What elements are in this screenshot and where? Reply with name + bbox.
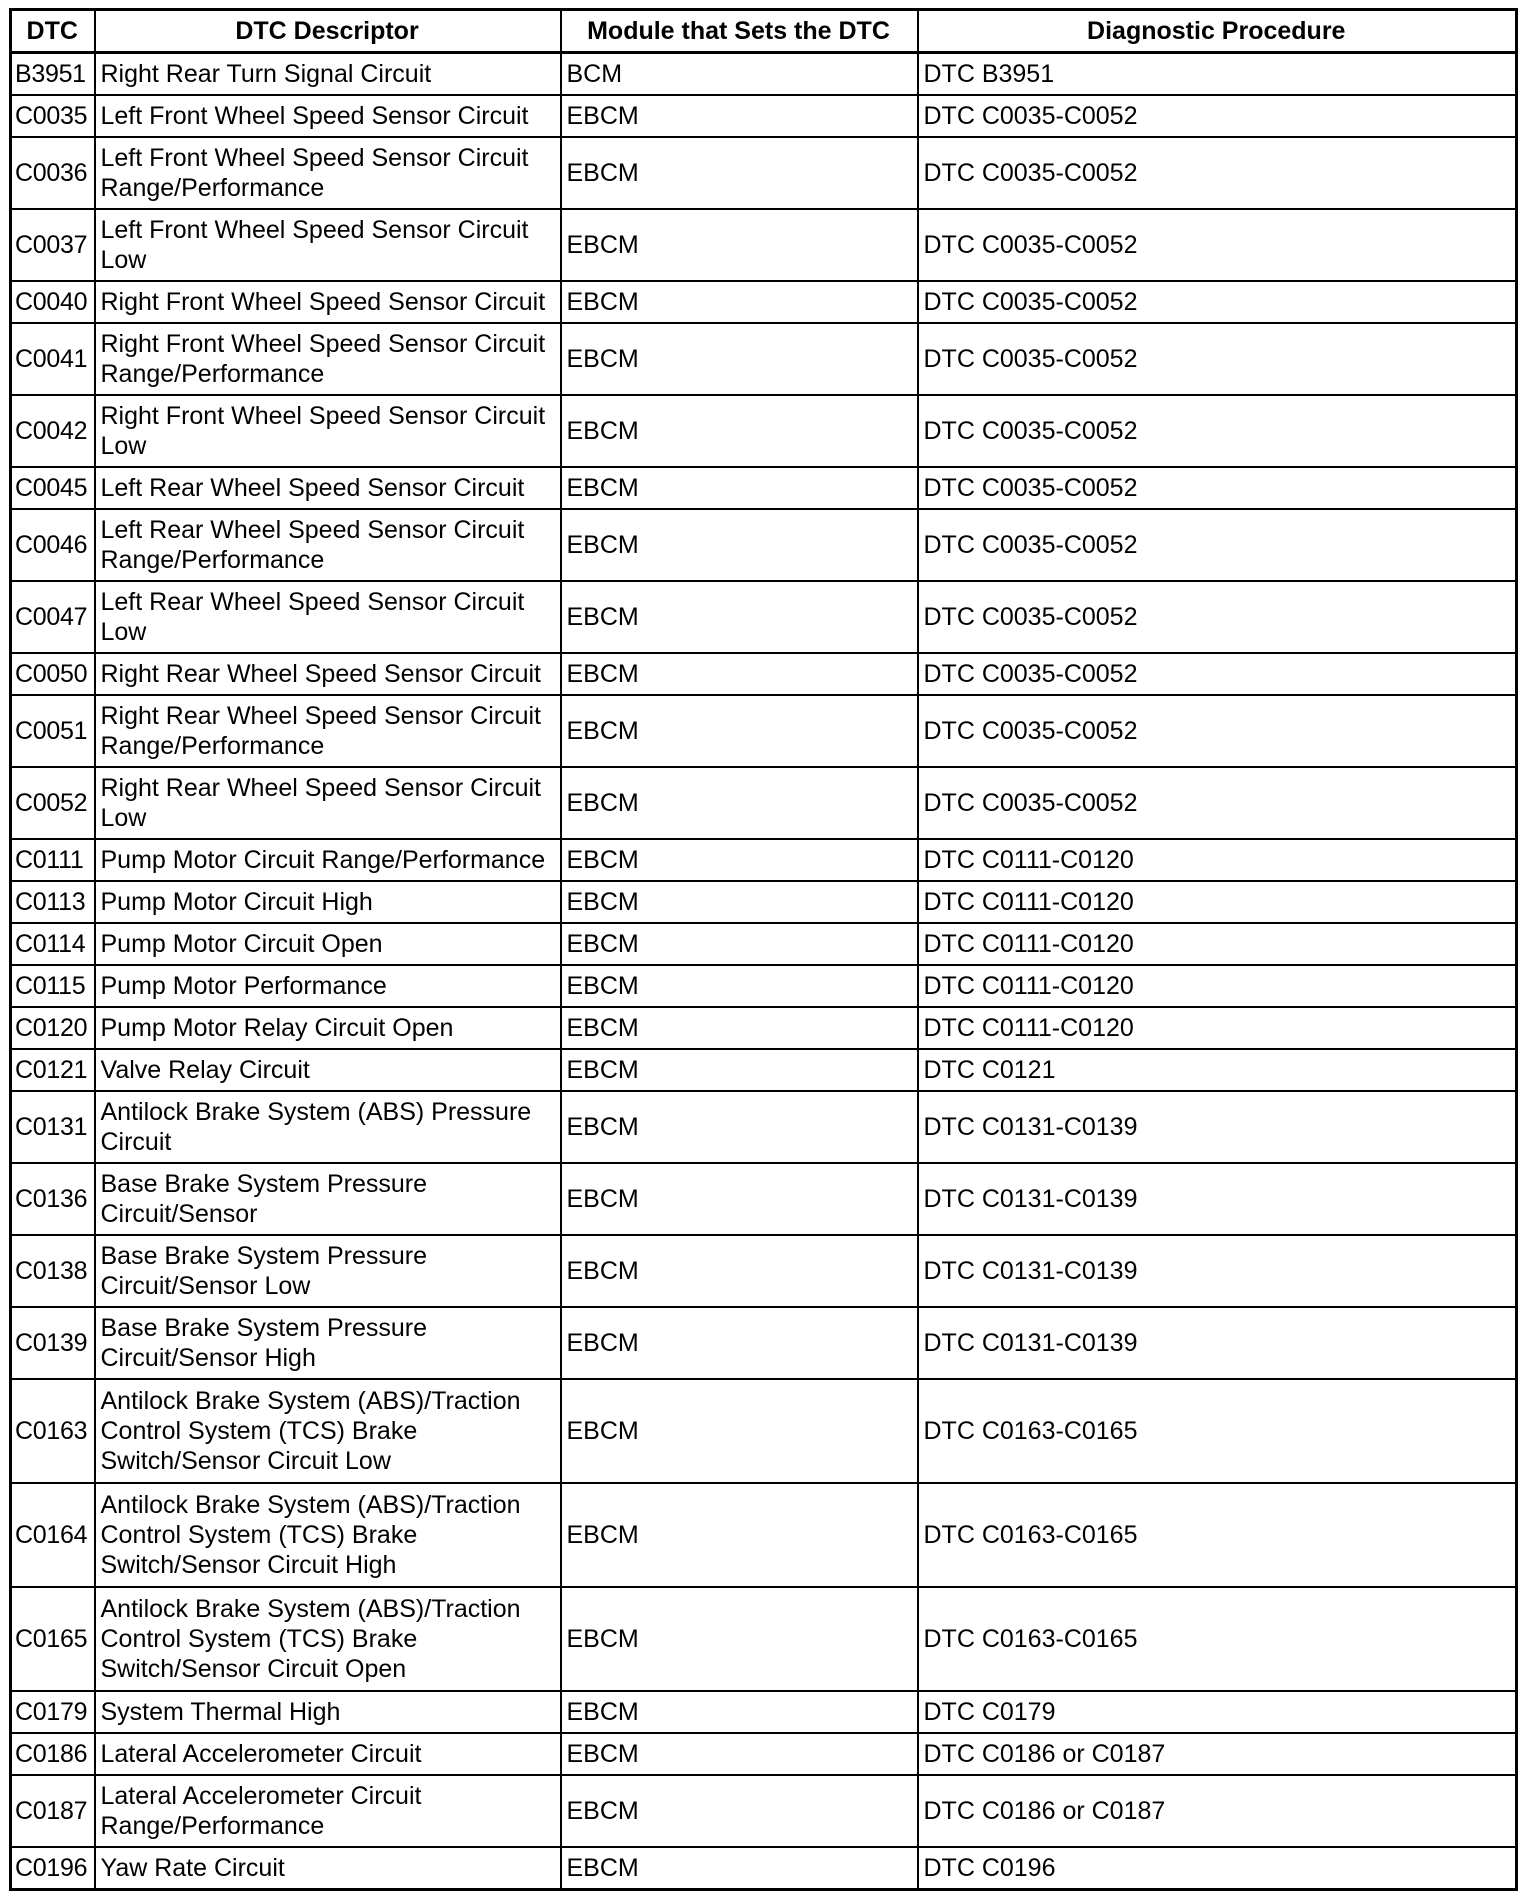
- dtc-code: C0036: [11, 137, 95, 209]
- dtc-procedure: DTC C0035-C0052: [918, 209, 1517, 281]
- dtc-descriptor: Left Rear Wheel Speed Sensor Circuit: [95, 467, 561, 509]
- dtc-procedure: DTC C0035-C0052: [918, 695, 1517, 767]
- dtc-code: C0165: [11, 1587, 95, 1691]
- dtc-code: C0163: [11, 1379, 95, 1483]
- dtc-procedure: DTC C0111-C0120: [918, 881, 1517, 923]
- table-row: [11, 509, 1517, 581]
- table-row: [11, 653, 1517, 695]
- table-row: [11, 323, 1517, 395]
- dtc-procedure: DTC C0035-C0052: [918, 281, 1517, 323]
- dtc-procedure: DTC C0111-C0120: [918, 839, 1517, 881]
- dtc-code: C0115: [11, 965, 95, 1007]
- table-row: [11, 53, 1517, 96]
- dtc-code: C0186: [11, 1733, 95, 1775]
- dtc-descriptor: Antilock Brake System (ABS)/Traction Control System (TCS) Brake Switch/Sensor Circuit Low: [95, 1379, 561, 1483]
- dtc-procedure: DTC C0163-C0165: [918, 1587, 1517, 1691]
- dtc-procedure: DTC C0035-C0052: [918, 467, 1517, 509]
- table-row: [11, 281, 1517, 323]
- dtc-module: EBCM: [561, 1049, 918, 1091]
- dtc-procedure: DTC C0035-C0052: [918, 323, 1517, 395]
- dtc-module: EBCM: [561, 209, 918, 281]
- dtc-descriptor: Left Rear Wheel Speed Sensor Circuit Range/Performance: [95, 509, 561, 581]
- dtc-code: C0138: [11, 1235, 95, 1307]
- dtc-descriptor: Base Brake System Pressure Circuit/Sensor Low: [95, 1235, 561, 1307]
- dtc-code: C0111: [11, 839, 95, 881]
- dtc-code: C0046: [11, 509, 95, 581]
- dtc-procedure: DTC C0131-C0139: [918, 1091, 1517, 1163]
- dtc-descriptor: Right Rear Wheel Speed Sensor Circuit Low: [95, 767, 561, 839]
- dtc-descriptor: Pump Motor Performance: [95, 965, 561, 1007]
- dtc-code: C0040: [11, 281, 95, 323]
- dtc-code: C0042: [11, 395, 95, 467]
- dtc-module: EBCM: [561, 1163, 918, 1235]
- table-row: [11, 881, 1517, 923]
- dtc-procedure: DTC C0163-C0165: [918, 1379, 1517, 1483]
- dtc-module: EBCM: [561, 323, 918, 395]
- dtc-procedure: DTC C0131-C0139: [918, 1163, 1517, 1235]
- dtc-procedure: DTC B3951: [918, 53, 1517, 96]
- dtc-descriptor: Antilock Brake System (ABS)/Traction Control System (TCS) Brake Switch/Sensor Circuit Open: [95, 1587, 561, 1691]
- table-row: [11, 1049, 1517, 1091]
- table-row: [11, 581, 1517, 653]
- dtc-table-container: [9, 8, 1515, 1891]
- dtc-procedure: DTC C0121: [918, 1049, 1517, 1091]
- dtc-code: C0037: [11, 209, 95, 281]
- dtc-descriptor: System Thermal High: [95, 1691, 561, 1733]
- table-row: [11, 1379, 1517, 1483]
- dtc-module: EBCM: [561, 839, 918, 881]
- header-descriptor: DTC Descriptor: [95, 10, 561, 53]
- dtc-procedure: DTC C0196: [918, 1847, 1517, 1890]
- dtc-module: EBCM: [561, 395, 918, 467]
- header-row: [11, 10, 1517, 53]
- dtc-procedure: DTC C0035-C0052: [918, 581, 1517, 653]
- table-row: [11, 1483, 1517, 1587]
- dtc-module: EBCM: [561, 653, 918, 695]
- dtc-procedure: DTC C0035-C0052: [918, 137, 1517, 209]
- table-row: [11, 1587, 1517, 1691]
- dtc-code: C0131: [11, 1091, 95, 1163]
- dtc-module: EBCM: [561, 1307, 918, 1379]
- dtc-descriptor: Left Front Wheel Speed Sensor Circuit Range/Performance: [95, 137, 561, 209]
- dtc-module: EBCM: [561, 281, 918, 323]
- dtc-descriptor: Lateral Accelerometer Circuit: [95, 1733, 561, 1775]
- table-row: [11, 1691, 1517, 1733]
- dtc-procedure: DTC C0179: [918, 1691, 1517, 1733]
- dtc-code: C0041: [11, 323, 95, 395]
- dtc-table: [9, 8, 1518, 1891]
- dtc-descriptor: Pump Motor Circuit High: [95, 881, 561, 923]
- header-module: Module that Sets the DTC: [561, 10, 918, 53]
- dtc-code: C0047: [11, 581, 95, 653]
- table-row: [11, 1163, 1517, 1235]
- dtc-code: C0196: [11, 1847, 95, 1890]
- dtc-code: B3951: [11, 53, 95, 96]
- dtc-descriptor: Antilock Brake System (ABS)/Traction Control System (TCS) Brake Switch/Sensor Circuit High: [95, 1483, 561, 1587]
- dtc-code: C0139: [11, 1307, 95, 1379]
- dtc-procedure: DTC C0111-C0120: [918, 1007, 1517, 1049]
- dtc-procedure: DTC C0111-C0120: [918, 965, 1517, 1007]
- dtc-module: EBCM: [561, 1733, 918, 1775]
- dtc-descriptor: Valve Relay Circuit: [95, 1049, 561, 1091]
- dtc-descriptor: Pump Motor Relay Circuit Open: [95, 1007, 561, 1049]
- dtc-module: EBCM: [561, 965, 918, 1007]
- table-row: [11, 695, 1517, 767]
- dtc-code: C0164: [11, 1483, 95, 1587]
- dtc-descriptor: Pump Motor Circuit Range/Performance: [95, 839, 561, 881]
- dtc-module: EBCM: [561, 1587, 918, 1691]
- dtc-procedure: DTC C0035-C0052: [918, 767, 1517, 839]
- dtc-descriptor: Right Rear Wheel Speed Sensor Circuit: [95, 653, 561, 695]
- dtc-code: C0120: [11, 1007, 95, 1049]
- dtc-module: EBCM: [561, 509, 918, 581]
- dtc-module: EBCM: [561, 1235, 918, 1307]
- dtc-code: C0136: [11, 1163, 95, 1235]
- dtc-procedure: DTC C0111-C0120: [918, 923, 1517, 965]
- dtc-module: EBCM: [561, 1007, 918, 1049]
- table-row: [11, 467, 1517, 509]
- dtc-descriptor: Left Front Wheel Speed Sensor Circuit Low: [95, 209, 561, 281]
- dtc-descriptor: Left Front Wheel Speed Sensor Circuit: [95, 95, 561, 137]
- table-row: [11, 95, 1517, 137]
- dtc-code: C0121: [11, 1049, 95, 1091]
- dtc-module: EBCM: [561, 767, 918, 839]
- dtc-descriptor: Right Front Wheel Speed Sensor Circuit Low: [95, 395, 561, 467]
- table-row: [11, 395, 1517, 467]
- table-body: [11, 53, 1517, 1890]
- table-row: [11, 1775, 1517, 1847]
- dtc-procedure: DTC C0035-C0052: [918, 395, 1517, 467]
- dtc-code: C0051: [11, 695, 95, 767]
- dtc-module: EBCM: [561, 1691, 918, 1733]
- table-row: [11, 137, 1517, 209]
- table-row: [11, 1235, 1517, 1307]
- dtc-module: BCM: [561, 53, 918, 96]
- dtc-descriptor: Base Brake System Pressure Circuit/Sensor: [95, 1163, 561, 1235]
- table-row: [11, 1091, 1517, 1163]
- dtc-module: EBCM: [561, 923, 918, 965]
- dtc-procedure: DTC C0035-C0052: [918, 95, 1517, 137]
- dtc-descriptor: Left Rear Wheel Speed Sensor Circuit Low: [95, 581, 561, 653]
- dtc-code: C0179: [11, 1691, 95, 1733]
- dtc-procedure: DTC C0163-C0165: [918, 1483, 1517, 1587]
- dtc-module: EBCM: [561, 137, 918, 209]
- dtc-descriptor: Antilock Brake System (ABS) Pressure Circuit: [95, 1091, 561, 1163]
- dtc-code: C0114: [11, 923, 95, 965]
- dtc-code: C0045: [11, 467, 95, 509]
- dtc-procedure: DTC C0131-C0139: [918, 1307, 1517, 1379]
- dtc-code: C0050: [11, 653, 95, 695]
- table-row: [11, 1847, 1517, 1890]
- dtc-descriptor: Lateral Accelerometer Circuit Range/Performance: [95, 1775, 561, 1847]
- dtc-procedure: DTC C0131-C0139: [918, 1235, 1517, 1307]
- table-row: [11, 767, 1517, 839]
- dtc-procedure: DTC C0035-C0052: [918, 653, 1517, 695]
- dtc-module: EBCM: [561, 1847, 918, 1890]
- table-header: [11, 10, 1517, 53]
- dtc-module: EBCM: [561, 695, 918, 767]
- dtc-descriptor: Right Rear Turn Signal Circuit: [95, 53, 561, 96]
- table-row: [11, 209, 1517, 281]
- table-row: [11, 1307, 1517, 1379]
- table-row: [11, 1733, 1517, 1775]
- dtc-module: EBCM: [561, 1091, 918, 1163]
- table-row: [11, 839, 1517, 881]
- dtc-descriptor: Right Rear Wheel Speed Sensor Circuit Range/Performance: [95, 695, 561, 767]
- dtc-code: C0052: [11, 767, 95, 839]
- dtc-descriptor: Right Front Wheel Speed Sensor Circuit Range/Performance: [95, 323, 561, 395]
- dtc-code: C0187: [11, 1775, 95, 1847]
- table-row: [11, 923, 1517, 965]
- dtc-descriptor: Right Front Wheel Speed Sensor Circuit: [95, 281, 561, 323]
- dtc-module: EBCM: [561, 95, 918, 137]
- dtc-code: C0113: [11, 881, 95, 923]
- dtc-descriptor: Base Brake System Pressure Circuit/Sensor High: [95, 1307, 561, 1379]
- dtc-procedure: DTC C0186 or C0187: [918, 1775, 1517, 1847]
- dtc-procedure: DTC C0186 or C0187: [918, 1733, 1517, 1775]
- dtc-module: EBCM: [561, 1379, 918, 1483]
- table-row: [11, 1007, 1517, 1049]
- dtc-module: EBCM: [561, 467, 918, 509]
- dtc-module: EBCM: [561, 581, 918, 653]
- dtc-descriptor: Yaw Rate Circuit: [95, 1847, 561, 1890]
- header-dtc: DTC: [11, 10, 95, 53]
- dtc-code: C0035: [11, 95, 95, 137]
- table-row: [11, 965, 1517, 1007]
- dtc-module: EBCM: [561, 881, 918, 923]
- dtc-procedure: DTC C0035-C0052: [918, 509, 1517, 581]
- dtc-descriptor: Pump Motor Circuit Open: [95, 923, 561, 965]
- dtc-module: EBCM: [561, 1483, 918, 1587]
- dtc-module: EBCM: [561, 1775, 918, 1847]
- header-procedure: Diagnostic Procedure: [918, 10, 1517, 53]
